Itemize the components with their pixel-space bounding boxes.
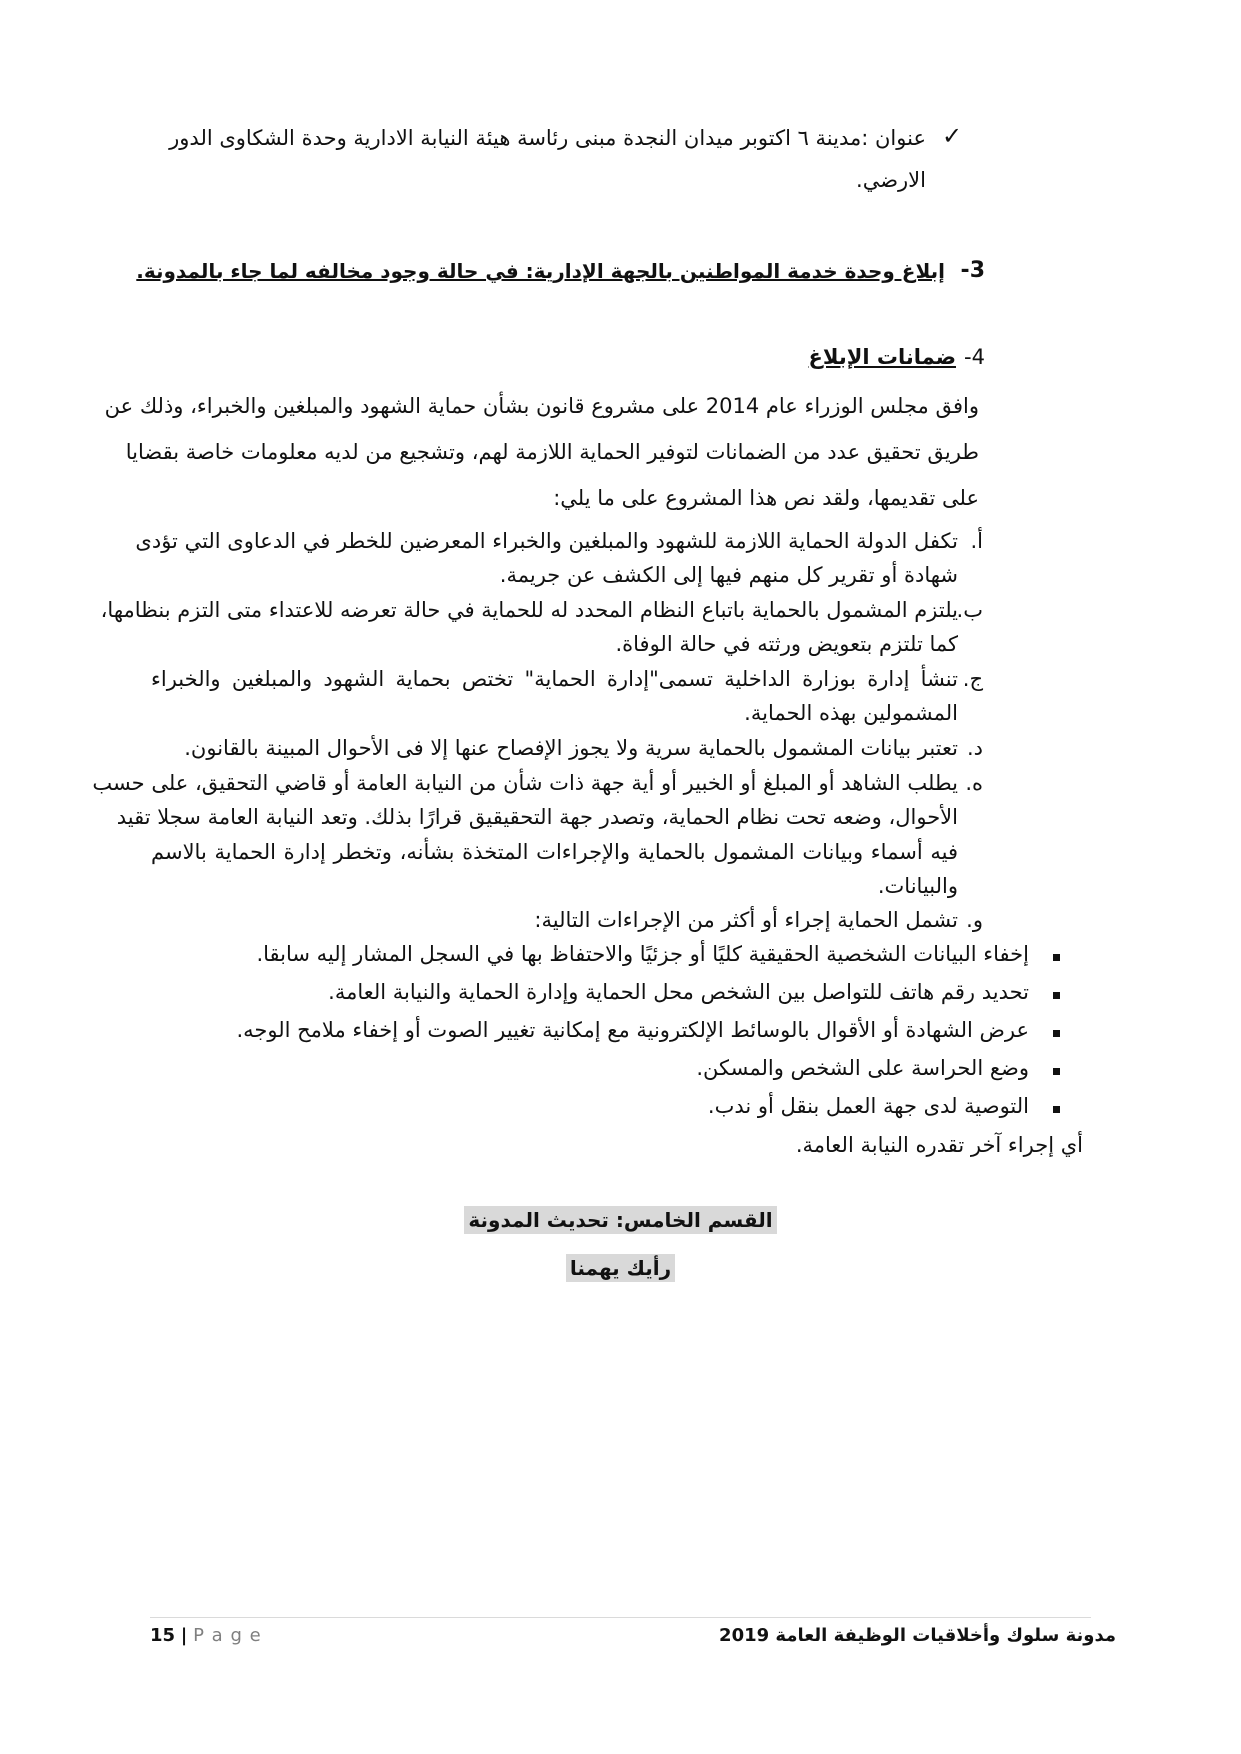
square-bullet-icon (1053, 1106, 1060, 1113)
item-a-line-1: تكفل الدولة الحماية اللازمة للشهود والمبلغين والخبراء المعرضين للخطر في الدعاوى التي تؤدى (135, 529, 958, 553)
section-5-tagline (0, 1254, 1241, 1282)
item-marker: و. (966, 908, 983, 932)
measure-item: وضع الحراسة على الشخص والمسكن. (696, 1056, 1029, 1080)
closing-line: أي إجراء آخر تقدره النيابة العامة. (795, 1133, 1083, 1157)
address-line-1: عنوان :مدينة ٦ اكتوبر ميدان النجدة مبنى رئاسة هيئة النيابة الادارية وحدة الشكاوى الدور (169, 126, 926, 150)
checkmark-icon: ✓ (942, 122, 963, 150)
item-d-line-1: تعتبر بيانات المشمول بالحماية سرية ولا يجوز الإفصاح عنها إلا فى الأحوال المبينة بالقانون. (184, 736, 958, 760)
item-b-line-2: كما تلتزم بتعويض ورثته في حالة الوفاة. (615, 632, 958, 656)
item-e-line-1: يطلب الشاهد أو المبلغ أو الخبير أو أية جهة ذات شأن من النيابة العامة أو قاضي التحقيق، على حسب (92, 771, 958, 795)
page-word: P a g e (193, 1625, 262, 1646)
item-a-line-2: شهادة أو تقرير كل منهم فيها إلى الكشف عن جريمة. (499, 563, 958, 587)
section-5-heading-text: القسم الخامس: تحديث المدونة (464, 1206, 776, 1234)
item-c-line-1: تنشأ إدارة بوزارة الداخلية تسمى"إدارة الحماية" تختص بحماية الشهود والمبلغين والخبراء (151, 667, 958, 691)
square-bullet-icon (1053, 1030, 1060, 1037)
item-e-line-2: الأحوال، وضعه تحت نظام الحماية، وتصدر جهة التحقيقيق قرارًا بذلك. وتعد النيابة العامة سجلا تقيد (116, 805, 958, 829)
item-marker: ج. (962, 667, 983, 691)
intro-line-2: طريق تحقيق عدد من الضمانات لتوفير الحماية اللازمة لهم، وتشجيع من لديه معلومات خاصة بقضايا (125, 440, 979, 464)
address-line-2: الارضي. (856, 168, 926, 192)
measure-item: إخفاء البيانات الشخصية الحقيقية كليًا أو جزئيًا والاحتفاظ بها في السجل المشار إليه سابقا. (256, 942, 1029, 966)
item-e-line-3: فيه أسماء وبيانات المشمول بالحماية والإجراءات المتخذة بشأنه، وتخطر إدارة الحماية بالاسم (151, 840, 958, 864)
measure-item: تحديد رقم هاتف للتواصل بين الشخص محل الحماية وإدارة الحماية والنيابة العامة. (328, 980, 1029, 1004)
intro-line-1: وافق مجلس الوزراء عام 2014 على مشروع قانون بشأن حماية الشهود والمبلغين والخبراء، وذلك عن (104, 394, 979, 418)
item-marker: د. (966, 736, 983, 760)
footer-divider (150, 1617, 1091, 1618)
square-bullet-icon (1053, 954, 1060, 961)
intro-line-3: على تقديمها، ولقد نص هذا المشروع على ما يلي: (553, 486, 979, 510)
item-f-line-1: تشمل الحماية إجراء أو أكثر من الإجراءات التالية: (534, 908, 958, 932)
item-marker: أ. (970, 529, 983, 553)
tagline-text: رأيك يهمنا (566, 1254, 675, 1282)
page-number: 15 (150, 1625, 176, 1646)
square-bullet-icon (1053, 992, 1060, 999)
item-c-line-2: المشمولين بهذه الحماية. (744, 701, 958, 725)
item-b-line-1: يلتزم المشمول بالحماية باتباع النظام المحدد له للحماية في حالة تعرضه للاعتداء متى التزم بنظامها، (100, 598, 958, 622)
section-5-heading (0, 1206, 1241, 1234)
square-bullet-icon (1053, 1068, 1060, 1075)
section-3-number: 3- (960, 258, 985, 283)
section-3-heading: إبلاغ وحدة خدمة المواطنين بالجهة الإدارية: في حالة وجود مخالفه لما جاء بالمدونة. (136, 259, 945, 283)
item-marker: ب. (956, 598, 983, 622)
section-4-number: 4- (964, 345, 985, 369)
measure-item: عرض الشهادة أو الأقوال بالوسائط الإلكترونية مع إمكانية تغيير الصوت أو إخفاء ملامح الوجه. (236, 1018, 1029, 1042)
section-4-title: ضمانات الإبلاغ (808, 345, 956, 369)
page-separator: | (180, 1625, 188, 1646)
item-e-line-4: والبيانات. (877, 874, 958, 898)
item-marker: ه. (965, 771, 983, 795)
footer-title: مدونة سلوك وأخلاقيات الوظيفة العامة 2019 (719, 1625, 1116, 1646)
measure-item: التوصية لدى جهة العمل بنقل أو ندب. (707, 1094, 1029, 1118)
footer-page-number (150, 1624, 262, 1648)
